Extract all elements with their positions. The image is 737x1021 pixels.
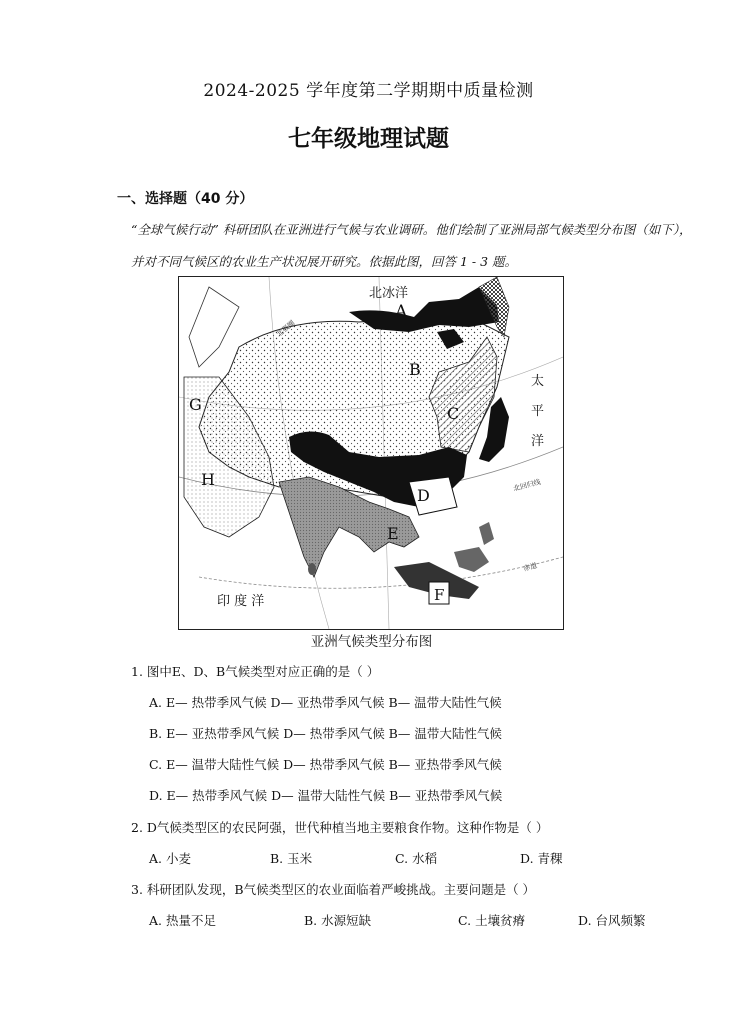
subject-title: 七年级地理试题	[288, 126, 449, 152]
label-e: E	[387, 524, 399, 543]
question-1-stem: 1. 图中E、D、B气候类型对应正确的是（ ）	[131, 664, 380, 679]
label-c: C	[447, 404, 460, 423]
question-1-option-b[interactable]: B. E— 亚热带季风气候 D— 热带季风气候 B— 温带大陆性气候	[149, 726, 502, 741]
label-d: D	[417, 486, 430, 505]
sri-lanka	[308, 563, 316, 575]
label-tropic: 北回归线	[512, 477, 542, 493]
question-3-option-d[interactable]: D. 台风频繁	[578, 913, 646, 928]
equator-line	[199, 557, 563, 588]
question-3-option-c[interactable]: C. 土壤贫瘠	[458, 913, 526, 928]
label-g: G	[189, 395, 202, 414]
region-f-island	[454, 547, 489, 572]
asia-climate-map	[178, 276, 564, 630]
question-3-stem: 3. 科研团队发现，B气候类型区的农业面临着严峻挑战。主要问题是（ ）	[131, 882, 536, 897]
europe-outline	[189, 287, 239, 367]
label-pacific-3: 洋	[531, 434, 545, 449]
label-pacific-1: 太	[531, 374, 545, 389]
region-f-island	[479, 522, 494, 545]
label-arctic-ocean: 北冰洋	[369, 286, 409, 301]
map-caption: 亚洲气候类型分布图	[310, 634, 433, 650]
question-2-option-c[interactable]: C. 水稻	[395, 851, 438, 866]
question-3-option-b[interactable]: B. 水源短缺	[304, 913, 372, 928]
map-drawing	[179, 277, 563, 629]
question-2-option-d[interactable]: D. 青稞	[520, 851, 563, 866]
question-1-option-d[interactable]: D. E— 热带季风气候 D— 温带大陆性气候 B— 亚热带季风气候	[149, 788, 503, 803]
question-1-option-a[interactable]: A. E— 热带季风气候 D— 亚热带季风气候 B— 温带大陆性气候	[149, 695, 502, 710]
question-1-option-c[interactable]: C. E— 温带大陆性气候 D— 热带季风气候 B— 亚热带季风气候	[149, 757, 502, 772]
label-arctic-circle: 北极圈	[275, 318, 297, 339]
question-2-option-b[interactable]: B. 玉米	[270, 851, 313, 866]
label-h: H	[201, 470, 215, 489]
label-f: F	[434, 586, 445, 604]
label-b: B	[409, 360, 421, 379]
label-a: A	[395, 302, 408, 322]
intro-paragraph: “全球气候行动” 科研团队在亚洲进行气候与农业调研。他们绘制了亚洲局部气候类型分布图（如下），并对不同气候区的农业生产状况展开研究。依据此图，回答 1 - 3 题。	[131, 222, 692, 269]
question-3-option-a[interactable]: A. 热量不足	[149, 913, 216, 928]
label-pacific-2: 平	[531, 404, 545, 419]
label-equator: 赤道	[522, 561, 539, 573]
exam-title: 2024-2025 学年度第二学期期中质量检测	[203, 81, 534, 101]
question-2-option-a[interactable]: A. 小麦	[149, 851, 191, 866]
question-2-stem: 2. D气候类型区的农民阿强，世代种植当地主要粮食作物。这种作物是（ ）	[131, 820, 549, 835]
section-heading: 一、选择题（40 分）	[117, 191, 254, 207]
label-indian-ocean: 印 度 洋	[217, 594, 265, 609]
